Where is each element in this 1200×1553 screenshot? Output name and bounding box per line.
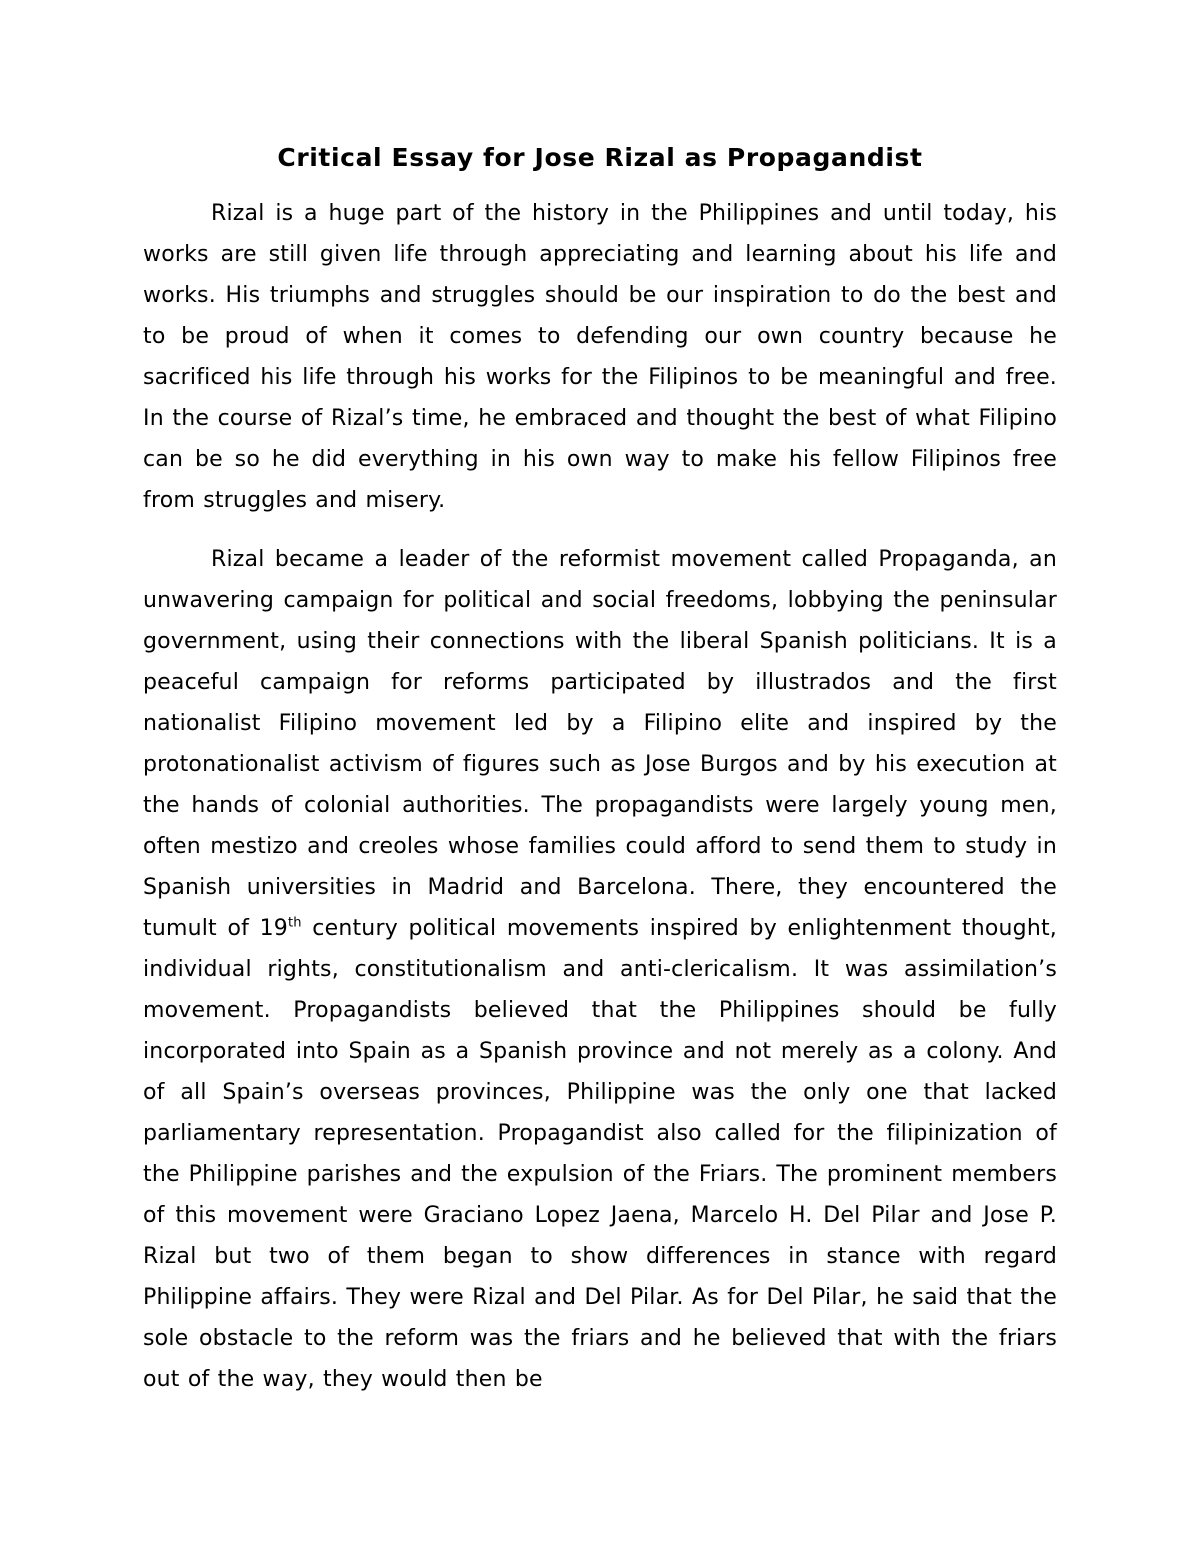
paragraph-2 [143, 539, 1057, 1400]
paragraph-1: Rizal is a huge part of the history in the Philippines and until today, his works are still given life through appreciating and learning about his life and works. His triumphs and struggles should be our inspiration to do the best and to be proud of when it comes to defending our own country because he sacrificed his life through his works for the Filipinos to be meaningful and free. In the course of Rizal’s time, he embraced and thought the best of what Filipino can be so he did everything in his own way to make his fellow Filipinos free from struggles and misery. [143, 201, 1057, 513]
ordinal-superscript: th [288, 915, 302, 931]
essay-title: Critical Essay for Jose Rizal as Propagandist [277, 143, 923, 172]
paragraph-2-text-part-2: century political movements inspired by enlightenment thought, individual rights, constitutionalism and anti-clericalism. It was assimilation’s movement. Propagandists believed that the Philippines should be fully incorporated into Spain as a Spanish province and not merely as a colony. And of all Spain’s overseas provinces, Philippine was the only one that lacked parliamentary representation. Propagandist also called for the filipinization of the Philippine parishes and the expulsion of the Friars. The prominent members of this movement were Graciano Lopez Jaena, Marcelo H. Del Pilar and Jose P. Rizal but two of them began to show differences in stance with regard Philippine affairs. They were Rizal and Del Pilar. As for Del Pilar, he said that the sole obstacle to the reform was the friars and he believed that with the friars out of the way, they would then be [143, 916, 1057, 1392]
paragraph-2-text-part-1: Rizal became a leader of the reformist movement called Propaganda, an unwavering campaign for political and social freedoms, lobbying the peninsular government, using their connections with the liberal Spanish politicians. It is a peaceful campaign for reforms participated by illustrados and the first nationalist Filipino movement led by a Filipino elite and inspired by the protonationalist activism of figures such as Jose Burgos and by his execution at the hands of colonial authorities. The propagandists were largely young men, often mestizo and creoles whose families could afford to send them to study in Spanish universities in Madrid and Barcelona. There, they encountered the tumult of 19 [143, 547, 1057, 941]
document-page [143, 138, 1057, 1400]
